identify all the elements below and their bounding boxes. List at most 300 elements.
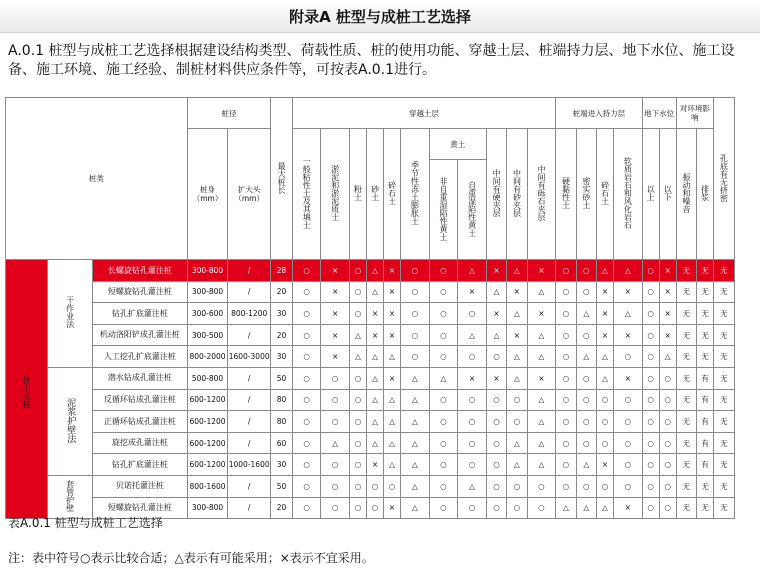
shaft-diameter: 600-1200: [187, 454, 227, 476]
rating-cell: 无: [714, 324, 734, 346]
rating-cell: △: [507, 454, 527, 476]
rating-cell: ×: [384, 281, 401, 303]
max-length: 20: [271, 324, 293, 346]
table-row: [6, 367, 760, 389]
rating-cell: ×: [384, 324, 401, 346]
rating-cell: △: [527, 346, 556, 368]
max-length: 30: [271, 303, 293, 325]
group-slurry: 泥浆护壁法: [48, 367, 93, 475]
rating-cell: ○: [556, 260, 576, 282]
rating-cell: 无: [676, 475, 696, 497]
rating-cell: ○: [556, 389, 576, 411]
rating-cell: 无: [676, 324, 696, 346]
rating-cell: 无: [697, 303, 714, 325]
rating-cell: ×: [614, 497, 643, 519]
rating-cell: ○: [401, 303, 430, 325]
rating-cell: 无: [714, 367, 734, 389]
rating-cell: △: [366, 281, 383, 303]
bell-diameter: 1600-3000: [228, 346, 271, 368]
rating-cell: ○: [401, 324, 430, 346]
rating-cell: ×: [366, 303, 383, 325]
rating-cell: ○: [366, 497, 383, 519]
rating-cell: △: [384, 432, 401, 454]
rating-cell: 无: [714, 389, 734, 411]
rating-cell: △: [527, 454, 556, 476]
rating-cell: ×: [596, 303, 613, 325]
rating-cell: ×: [384, 260, 401, 282]
rating-cell: ○: [292, 454, 321, 476]
rating-cell: 有: [697, 411, 714, 433]
rating-cell: ○: [596, 411, 613, 433]
rating-cell: ×: [507, 324, 527, 346]
rating-cell: ○: [458, 454, 487, 476]
rating-cell: 无: [697, 346, 714, 368]
rating-cell: ○: [556, 281, 576, 303]
pile-name: 长螺旋钻孔灌注桩: [92, 260, 187, 282]
rating-cell: △: [366, 432, 383, 454]
rating-cell: ○: [366, 475, 383, 497]
rating-cell: 有: [697, 432, 714, 454]
rating-cell: △: [429, 367, 458, 389]
rating-cell: ○: [576, 475, 596, 497]
rating-cell: ○: [659, 389, 676, 411]
max-length: 80: [271, 389, 293, 411]
rating-cell: ○: [614, 432, 643, 454]
table-row: [6, 260, 760, 282]
rating-cell: 无: [714, 497, 734, 519]
rating-cell: △: [366, 411, 383, 433]
rating-cell: ○: [642, 475, 659, 497]
rating-cell: △: [458, 260, 487, 282]
rating-cell: ○: [659, 497, 676, 519]
rating-cell: ×: [384, 367, 401, 389]
rating-cell: ○: [486, 411, 506, 433]
rating-cell: △: [401, 475, 430, 497]
rating-cell: ×: [596, 324, 613, 346]
rating-cell: ×: [527, 367, 556, 389]
bell-diameter: /: [228, 411, 271, 433]
rating-cell: ○: [642, 346, 659, 368]
rating-cell: ○: [576, 411, 596, 433]
pile-name: 正循环钻成孔灌注桩: [92, 411, 187, 433]
rating-cell: △: [366, 389, 383, 411]
rating-cell: 无: [676, 432, 696, 454]
header-cross-col: 季节性冻土膨胀土: [401, 129, 430, 260]
header-loess: 黄土: [429, 129, 486, 160]
rating-cell: △: [384, 389, 401, 411]
header-loess-col: 非自重湿陷性黄土: [429, 160, 458, 260]
rating-cell: △: [507, 346, 527, 368]
pile-name: 旋挖成孔灌注桩: [92, 432, 187, 454]
rating-cell: ×: [366, 324, 383, 346]
rating-cell: △: [527, 281, 556, 303]
header-bearing-layer: 桩端进入持力层: [556, 98, 642, 129]
rating-cell: ○: [596, 475, 613, 497]
rating-cell: △: [596, 260, 613, 282]
rating-cell: ○: [429, 389, 458, 411]
header-cross-col: 粉土: [349, 129, 366, 260]
rating-cell: ○: [321, 497, 350, 519]
header-bell: 扩大头（mm）: [228, 129, 271, 260]
shaft-diameter: 300-500: [187, 324, 227, 346]
rating-cell: △: [576, 497, 596, 519]
rating-cell: △: [527, 324, 556, 346]
rating-cell: ○: [527, 497, 556, 519]
rating-cell: ○: [596, 432, 613, 454]
rating-cell: ○: [292, 303, 321, 325]
rating-cell: 无: [697, 475, 714, 497]
rating-cell: ○: [486, 432, 506, 454]
rating-cell: △: [384, 411, 401, 433]
rating-cell: ○: [458, 497, 487, 519]
table-row: [6, 454, 760, 476]
rating-cell: ○: [486, 346, 506, 368]
rating-cell: 无: [676, 497, 696, 519]
rating-cell: 无: [676, 281, 696, 303]
rating-cell: ○: [596, 389, 613, 411]
rating-cell: 无: [697, 324, 714, 346]
rating-cell: ○: [292, 346, 321, 368]
rating-cell: 无: [714, 281, 734, 303]
rating-cell: △: [576, 303, 596, 325]
rating-cell: ○: [642, 411, 659, 433]
rating-cell: ○: [429, 475, 458, 497]
rating-cell: ○: [349, 432, 366, 454]
bell-diameter: /: [228, 260, 271, 282]
rating-cell: △: [401, 367, 430, 389]
rating-cell: △: [556, 497, 576, 519]
header-diameter: 桩径: [187, 98, 270, 129]
header-max-length: 最大桩长: [271, 98, 293, 260]
rating-cell: △: [384, 454, 401, 476]
rating-cell: ○: [401, 281, 430, 303]
rating-cell: △: [458, 324, 487, 346]
rating-cell: ×: [659, 281, 676, 303]
rating-cell: ○: [556, 475, 576, 497]
rating-cell: ×: [614, 324, 643, 346]
rating-cell: ○: [527, 475, 556, 497]
rating-cell: ○: [349, 260, 366, 282]
bell-diameter: /: [228, 475, 271, 497]
rating-cell: ×: [458, 281, 487, 303]
rating-cell: ○: [507, 411, 527, 433]
rating-cell: ○: [458, 303, 487, 325]
rating-cell: ○: [576, 324, 596, 346]
rating-cell: △: [321, 432, 350, 454]
rating-cell: △: [527, 432, 556, 454]
rating-cell: ○: [321, 454, 350, 476]
rating-cell: ○: [429, 324, 458, 346]
rating-cell: ○: [486, 389, 506, 411]
rating-cell: ×: [659, 324, 676, 346]
rating-cell: △: [486, 281, 506, 303]
rating-cell: ×: [596, 454, 613, 476]
rating-cell: ○: [556, 303, 576, 325]
rating-cell: ○: [556, 432, 576, 454]
rating-cell: ○: [292, 411, 321, 433]
rating-cell: △: [366, 346, 383, 368]
rating-cell: ○: [614, 389, 643, 411]
shaft-diameter: 300-600: [187, 303, 227, 325]
rating-cell: ○: [507, 389, 527, 411]
rating-cell: ○: [659, 475, 676, 497]
rating-cell: ○: [292, 497, 321, 519]
rating-cell: ○: [292, 281, 321, 303]
max-length: 28: [271, 260, 293, 282]
rating-cell: ○: [576, 281, 596, 303]
pile-name: 反循环钻成孔灌注桩: [92, 389, 187, 411]
rating-cell: △: [659, 346, 676, 368]
bell-diameter: 800-1200: [228, 303, 271, 325]
rating-cell: ○: [292, 475, 321, 497]
rating-cell: ○: [486, 454, 506, 476]
rating-cell: 无: [714, 411, 734, 433]
rating-cell: ○: [349, 303, 366, 325]
rating-cell: ○: [556, 454, 576, 476]
rating-cell: ×: [614, 367, 643, 389]
rating-cell: ○: [401, 260, 430, 282]
rating-cell: ○: [349, 389, 366, 411]
rating-cell: ○: [458, 432, 487, 454]
title-bar: [0, 0, 760, 33]
rating-cell: △: [401, 389, 430, 411]
rating-cell: ○: [659, 454, 676, 476]
rating-cell: △: [527, 411, 556, 433]
rating-cell: △: [507, 260, 527, 282]
rating-cell: ○: [349, 281, 366, 303]
rating-cell: ○: [429, 346, 458, 368]
rating-cell: △: [366, 367, 383, 389]
header-bearing-col: 硬黏性土: [556, 129, 576, 260]
rating-cell: ○: [429, 411, 458, 433]
rating-cell: ○: [614, 411, 643, 433]
header-bearing-col: 软质岩石和风化岩石: [614, 129, 643, 260]
rating-cell: ×: [458, 367, 487, 389]
pile-name: 钻孔扩底灌注桩: [92, 454, 187, 476]
rating-cell: 无: [676, 346, 696, 368]
rating-cell: ○: [556, 346, 576, 368]
header-cross-col: 一般粘性土及其填土: [292, 129, 321, 260]
rating-cell: ×: [366, 454, 383, 476]
pile-name: 人工挖孔扩底灌注桩: [92, 346, 187, 368]
rating-cell: ×: [659, 303, 676, 325]
header-cross-layers: 穿越土层: [292, 98, 555, 129]
header-cross-col: 淤泥和淤泥质土: [321, 129, 350, 260]
table-row: [6, 389, 760, 411]
header-cross-col: 碎石土: [384, 129, 401, 260]
header-bottom-compaction: 孔底有无挤密: [714, 98, 734, 260]
rating-cell: 无: [697, 260, 714, 282]
rating-cell: △: [401, 454, 430, 476]
rating-cell: ○: [556, 367, 576, 389]
rating-cell: △: [596, 346, 613, 368]
rating-cell: ×: [321, 303, 350, 325]
rating-cell: ○: [556, 324, 576, 346]
max-length: 20: [271, 497, 293, 519]
rating-cell: ○: [659, 411, 676, 433]
rating-cell: ×: [527, 303, 556, 325]
rating-cell: 有: [697, 367, 714, 389]
rating-cell: ○: [642, 367, 659, 389]
rating-cell: ×: [486, 303, 506, 325]
table-row: [6, 346, 760, 368]
rating-cell: ×: [659, 260, 676, 282]
rating-cell: △: [527, 389, 556, 411]
rating-cell: ×: [321, 260, 350, 282]
bell-diameter: /: [228, 324, 271, 346]
rating-cell: ×: [527, 260, 556, 282]
bell-diameter: /: [228, 389, 271, 411]
rating-cell: ○: [576, 389, 596, 411]
rating-cell: 无: [676, 260, 696, 282]
rating-cell: ○: [401, 346, 430, 368]
pile-name: 短螺旋钻孔灌注桩: [92, 281, 187, 303]
rating-cell: △: [349, 346, 366, 368]
bell-diameter: /: [228, 281, 271, 303]
max-length: 60: [271, 432, 293, 454]
rating-cell: 无: [714, 432, 734, 454]
shaft-diameter: 600-1200: [187, 411, 227, 433]
rating-cell: ○: [349, 454, 366, 476]
rating-cell: △: [458, 475, 487, 497]
shaft-diameter: 500-800: [187, 367, 227, 389]
header-cross-col: 中间有砾石夹层: [527, 129, 556, 260]
rating-cell: ○: [292, 432, 321, 454]
rating-cell: ○: [642, 432, 659, 454]
rating-cell: 无: [676, 389, 696, 411]
rating-cell: ×: [486, 260, 506, 282]
rating-cell: ○: [576, 367, 596, 389]
header-cross-col: 砂土: [366, 129, 383, 260]
header-cross-col: 中间有砂夹层: [507, 129, 527, 260]
header-loess-col: 自重湿陷性黄土: [458, 160, 487, 260]
rating-cell: 无: [676, 411, 696, 433]
rating-cell: ○: [642, 389, 659, 411]
table-row: [6, 324, 760, 346]
rating-cell: ○: [429, 303, 458, 325]
rating-cell: ○: [429, 454, 458, 476]
rating-cell: ○: [642, 260, 659, 282]
rating-cell: ○: [614, 346, 643, 368]
rating-cell: △: [366, 260, 383, 282]
shaft-diameter: 600-1200: [187, 432, 227, 454]
pile-name: 短螺旋钻孔灌注桩: [92, 497, 187, 519]
rating-cell: ×: [321, 281, 350, 303]
rating-cell: ○: [292, 389, 321, 411]
rating-cell: △: [576, 454, 596, 476]
shaft-diameter: 300-800: [187, 260, 227, 282]
rating-cell: 无: [714, 454, 734, 476]
rating-cell: ○: [349, 367, 366, 389]
rating-cell: ×: [321, 324, 350, 346]
rating-cell: ○: [659, 432, 676, 454]
header-cross-col: 中间有硬夹层: [486, 129, 506, 260]
rating-cell: ○: [321, 389, 350, 411]
rating-cell: 无: [714, 346, 734, 368]
rating-cell: ○: [321, 367, 350, 389]
rating-cell: △: [507, 367, 527, 389]
rating-cell: ○: [659, 367, 676, 389]
table-row: [6, 475, 760, 497]
pile-name: 钻孔扩底灌注桩: [92, 303, 187, 325]
rating-cell: 有: [697, 389, 714, 411]
rating-cell: ○: [429, 281, 458, 303]
rating-cell: ○: [486, 497, 506, 519]
intro-paragraph: A.0.1 桩型与成桩工艺选择根据建设结构类型、荷载性质、桩的使用功能、穿越土层、桩端持力层、地下水位、施工设备、施工环境、施工经验、制桩材料供应条件等，可按表A.0.1进行。: [8, 43, 735, 78]
max-length: 50: [271, 475, 293, 497]
rating-cell: ○: [556, 411, 576, 433]
rating-cell: △: [507, 303, 527, 325]
rating-cell: ×: [507, 281, 527, 303]
rating-cell: ×: [384, 303, 401, 325]
max-length: 20: [271, 281, 293, 303]
rating-cell: ○: [292, 260, 321, 282]
rating-cell: △: [486, 324, 506, 346]
rating-cell: △: [507, 432, 527, 454]
header-water-col: 以下: [659, 129, 676, 260]
rating-cell: ○: [321, 475, 350, 497]
table-row: [6, 411, 760, 433]
header-groundwater: 地下水位: [642, 98, 676, 129]
rating-cell: ○: [292, 367, 321, 389]
rating-cell: ○: [576, 432, 596, 454]
rating-cell: 无: [714, 303, 734, 325]
group-non-displacement: 非挤土成桩: [6, 260, 48, 519]
group-dry: 干作业法: [48, 260, 93, 368]
header-bearing-col: 碎石土: [596, 129, 613, 260]
table-row: [6, 281, 760, 303]
rating-cell: ×: [614, 281, 643, 303]
rating-cell: ○: [429, 497, 458, 519]
rating-cell: 无: [697, 281, 714, 303]
rating-cell: ○: [429, 432, 458, 454]
header-bearing-col: 密实砂土: [576, 129, 596, 260]
rating-cell: △: [401, 411, 430, 433]
rating-cell: ○: [614, 454, 643, 476]
pile-name: 潜水钻成孔灌注桩: [92, 367, 187, 389]
bell-diameter: /: [228, 497, 271, 519]
max-length: 30: [271, 346, 293, 368]
rating-cell: ○: [458, 346, 487, 368]
rating-cell: △: [596, 367, 613, 389]
rating-cell: ○: [349, 411, 366, 433]
shaft-diameter: 800-1600: [187, 475, 227, 497]
rating-cell: ○: [642, 324, 659, 346]
group-casing: 套管护壁: [48, 475, 93, 518]
rating-cell: △: [401, 432, 430, 454]
rating-cell: ○: [614, 475, 643, 497]
header-env-col: 排浆: [697, 129, 714, 260]
shaft-diameter: 300-800: [187, 281, 227, 303]
rating-cell: 无: [714, 475, 734, 497]
bell-diameter: /: [228, 367, 271, 389]
rating-cell: ○: [642, 454, 659, 476]
header-pile-type: 桩类: [6, 98, 188, 260]
rating-cell: ○: [642, 497, 659, 519]
rating-cell: 有: [697, 454, 714, 476]
rating-cell: ○: [507, 475, 527, 497]
rating-cell: ○: [576, 260, 596, 282]
bell-diameter: 1000-1600: [228, 454, 271, 476]
rating-cell: △: [614, 303, 643, 325]
table-caption: 表A.0.1 桩型与成桩工艺选择: [8, 516, 163, 530]
rating-cell: ○: [642, 281, 659, 303]
rating-cell: 无: [714, 260, 734, 282]
table-note: 注：表中符号○表示比较合适；△表示有可能采用；×表示不宜采用。: [8, 551, 374, 565]
bell-diameter: /: [228, 432, 271, 454]
rating-cell: ×: [486, 367, 506, 389]
shaft-diameter: 600-1200: [187, 389, 227, 411]
